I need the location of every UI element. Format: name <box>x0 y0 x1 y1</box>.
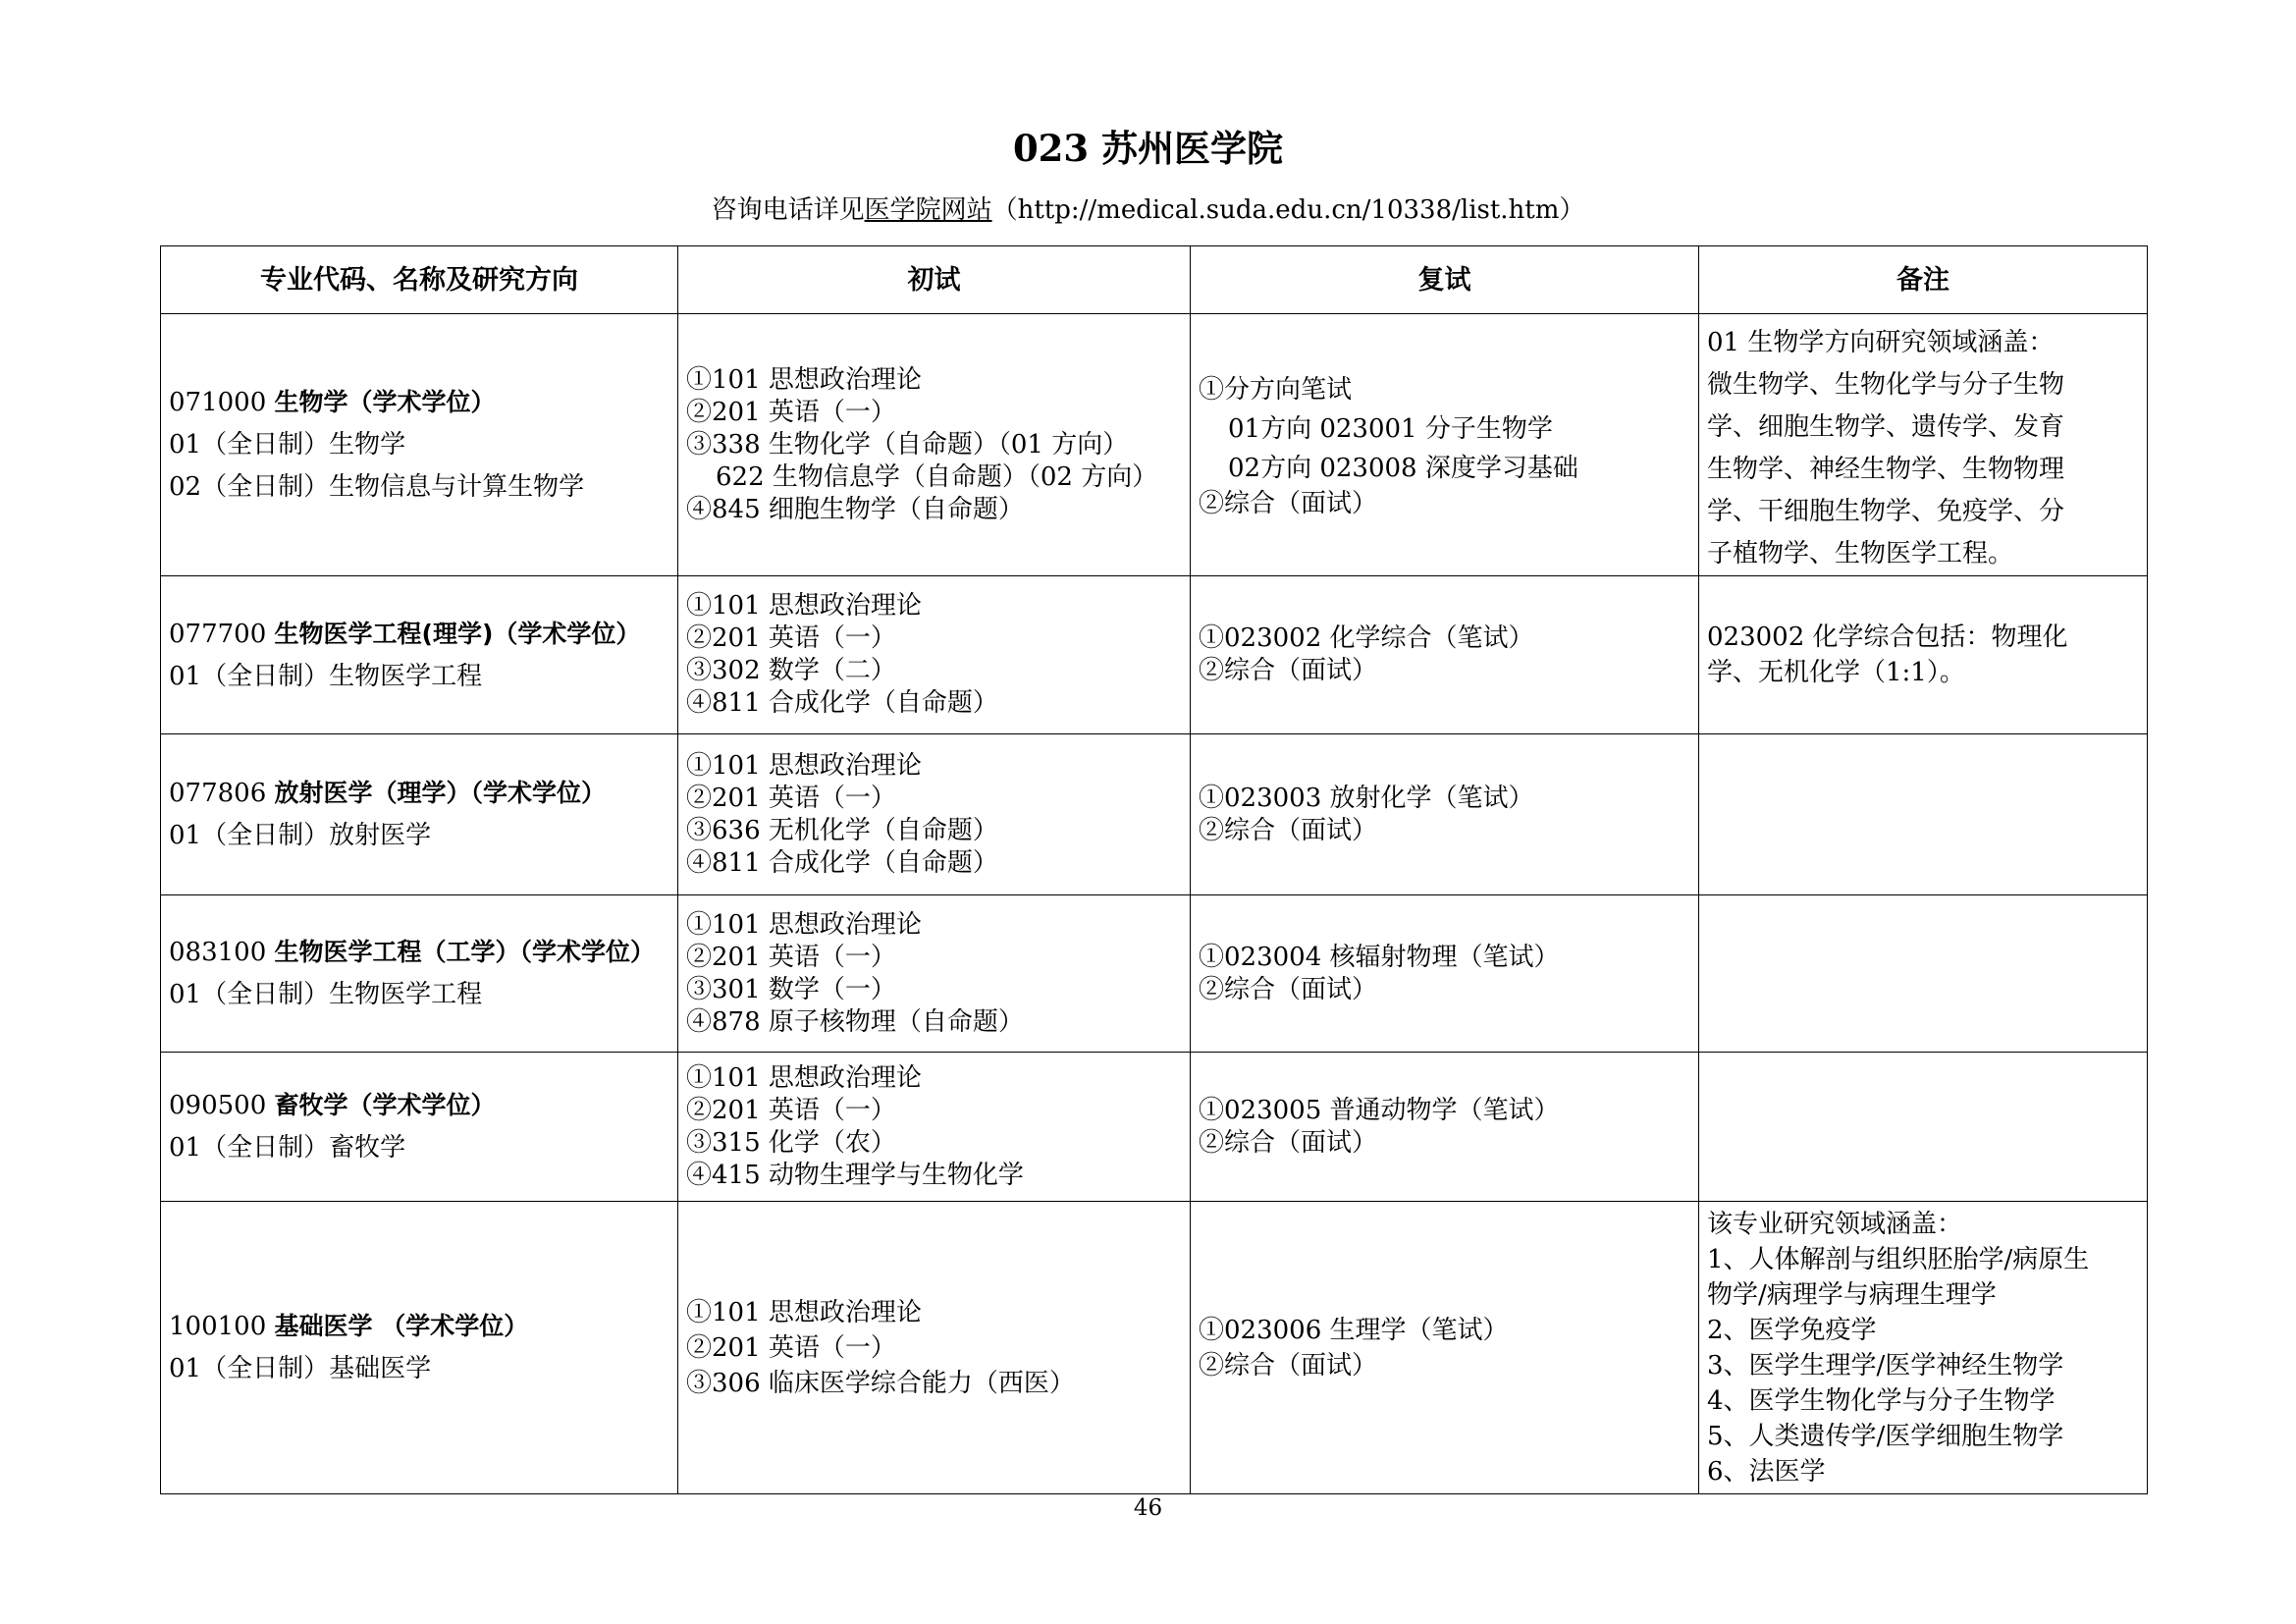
subtitle-prefix: 咨询电话详见 <box>711 195 865 225</box>
column-header-major: 专业代码、名称及研究方向 <box>161 246 678 314</box>
column-header-notes: 备注 <box>1699 246 2148 314</box>
major-direction: 01（全日制）基础医学 <box>169 1354 432 1383</box>
exam-subject: ③338 生物化学（自命题）（01 方向） <box>686 429 1129 460</box>
exam-subject: ②201 英语（一） <box>686 623 896 653</box>
retest-item: ②综合（面试） <box>1199 1127 1378 1158</box>
page-title: 023 苏州医学院 <box>1012 127 1284 170</box>
note-line: 微生物学、生物化学与分子生物 <box>1707 370 2065 400</box>
exam-subject: ②201 英语（一） <box>686 942 896 972</box>
exam-subject: ②201 英语（一） <box>686 783 896 813</box>
page-subtitle <box>0 192 2296 228</box>
column-header-initial-exam: 初试 <box>678 246 1191 314</box>
table-row <box>161 1202 2148 1494</box>
retest-cell <box>1191 576 1699 734</box>
subtitle-url: （http://medical.suda.edu.cn/10338/list.htm） <box>991 195 1585 225</box>
exam-subject: ③302 数学（二） <box>686 656 896 685</box>
major-cell <box>161 1202 678 1494</box>
major-direction: 01（全日制）生物医学工程 <box>169 980 483 1009</box>
note-line: 01 生物学方向研究领域涵盖： <box>1707 328 2055 357</box>
retest-item: ①023004 核辐射物理（笔试） <box>1199 942 1560 972</box>
exam-subject: ②201 英语（一） <box>686 1095 896 1125</box>
major-code: 083100 <box>169 938 267 967</box>
retest-item: ②综合（面试） <box>1199 974 1378 1004</box>
major-cell <box>161 576 678 734</box>
admission-table <box>160 245 2148 1494</box>
retest-item: ②综合（面试） <box>1199 815 1378 845</box>
note-line: 学、细胞生物学、遗传学、发育 <box>1707 412 2065 442</box>
exam-subject: ④845 细胞生物学（自命题） <box>686 494 1024 524</box>
exam-subject: ①101 思想政治理论 <box>686 909 922 940</box>
major-cell <box>161 734 678 895</box>
retest-item: ①分方向笔试 <box>1199 374 1353 405</box>
note-line: 学、干细胞生物学、免疫学、分 <box>1707 497 2065 526</box>
note-line: 4、医学生物化学与分子生物学 <box>1707 1385 2056 1416</box>
table-header-row <box>161 246 2148 314</box>
major-code: 071000 <box>169 388 267 417</box>
initial-exam-cell <box>678 576 1191 734</box>
table-row <box>161 314 2148 576</box>
major-direction: 01（全日制）生物学 <box>169 430 406 460</box>
exam-subject: ④415 动物生理学与生物化学 <box>686 1160 1024 1190</box>
exam-subject: ②201 英语（一） <box>686 397 896 427</box>
retest-cell <box>1191 314 1699 576</box>
column-header-retest: 复试 <box>1191 246 1699 314</box>
major-cell <box>161 1053 678 1202</box>
exam-subject: ①101 思想政治理论 <box>686 750 922 781</box>
exam-subject: ③306 临床医学综合能力（西医） <box>686 1368 1075 1398</box>
note-line: 1、人体解剖与组织胚胎学/病原生 <box>1707 1244 2090 1274</box>
major-code: 077700 <box>169 619 267 649</box>
retest-item: 02方向 023008 深度学习基础 <box>1228 453 1578 483</box>
initial-exam-cell <box>678 895 1191 1053</box>
exam-subject: ③301 数学（一） <box>686 974 896 1004</box>
retest-item: ①023003 放射化学（笔试） <box>1199 783 1534 813</box>
retest-cell <box>1191 1202 1699 1494</box>
retest-item: ①023006 生理学（笔试） <box>1199 1315 1509 1345</box>
major-direction: 01（全日制）生物医学工程 <box>169 661 483 691</box>
exam-subject: ③636 无机化学（自命题） <box>686 815 998 845</box>
initial-exam-cell <box>678 1202 1191 1494</box>
exam-subject: ④811 合成化学（自命题） <box>686 688 998 718</box>
table-row <box>161 895 2148 1053</box>
exam-subject: ①101 思想政治理论 <box>686 591 922 621</box>
note-line: 023002 化学综合包括：物理化 <box>1707 623 2068 652</box>
major-name: 生物学（学术学位） <box>274 388 496 416</box>
major-cell <box>161 314 678 576</box>
table-row <box>161 576 2148 734</box>
major-direction: 01（全日制）放射医学 <box>169 821 432 850</box>
exam-subject: ①101 思想政治理论 <box>686 364 922 395</box>
note-line: 3、医学生理学/医学神经生物学 <box>1707 1350 2064 1380</box>
major-code: 090500 <box>169 1091 267 1120</box>
retest-item: ②综合（面试） <box>1199 656 1378 685</box>
notes-cell <box>1699 734 2148 895</box>
table-row <box>161 1053 2148 1202</box>
exam-subject: ②201 英语（一） <box>686 1332 896 1363</box>
note-line: 该专业研究领域涵盖： <box>1707 1209 1963 1239</box>
exam-subject: ①101 思想政治理论 <box>686 1062 922 1093</box>
major-direction: 01（全日制）畜牧学 <box>169 1133 406 1163</box>
initial-exam-cell <box>678 314 1191 576</box>
note-line: 6、法医学 <box>1707 1456 1826 1487</box>
exam-subject: ③315 化学（农） <box>686 1127 896 1158</box>
retest-item: ①023005 普通动物学（笔试） <box>1199 1095 1560 1125</box>
major-cell <box>161 895 678 1053</box>
table-row <box>161 734 2148 895</box>
major-name: 畜牧学（学术学位） <box>274 1091 496 1119</box>
retest-item: ②综合（面试） <box>1199 1350 1378 1380</box>
major-name: 生物医学工程(理学)（学术学位） <box>274 619 641 648</box>
exam-subject: ④811 合成化学（自命题） <box>686 847 998 878</box>
major-name: 基础医学 （学术学位） <box>274 1312 529 1340</box>
retest-item: ②综合（面试） <box>1199 488 1378 518</box>
notes-cell <box>1699 1053 2148 1202</box>
page-number: 46 <box>1133 1495 1163 1521</box>
retest-cell <box>1191 895 1699 1053</box>
note-line: 5、人类遗传学/医学细胞生物学 <box>1707 1421 2064 1451</box>
note-line: 子植物学、生物医学工程。 <box>1707 539 2014 568</box>
exam-subject: ①101 思想政治理论 <box>686 1297 922 1327</box>
major-name: 放射医学（理学）（学术学位） <box>274 779 607 807</box>
major-direction: 02（全日制）生物信息与计算生物学 <box>169 472 585 502</box>
major-code: 100100 <box>169 1312 267 1341</box>
notes-cell <box>1699 576 2148 734</box>
exam-subject: 622 生物信息学（自命题）（02 方向） <box>716 461 1158 492</box>
exam-subject: ④878 原子核物理（自命题） <box>686 1006 1024 1037</box>
retest-item: 01方向 023001 分子生物学 <box>1228 413 1553 444</box>
notes-cell <box>1699 895 2148 1053</box>
major-code: 077806 <box>169 779 267 808</box>
initial-exam-cell <box>678 734 1191 895</box>
initial-exam-cell <box>678 1053 1191 1202</box>
note-line: 学、无机化学（1:1）。 <box>1707 658 1965 687</box>
retest-cell <box>1191 1053 1699 1202</box>
retest-cell <box>1191 734 1699 895</box>
note-line: 生物学、神经生物学、生物物理 <box>1707 455 2065 484</box>
retest-item: ①023002 化学综合（笔试） <box>1199 623 1534 653</box>
note-line: 2、医学免疫学 <box>1707 1315 1877 1345</box>
notes-cell <box>1699 1202 2148 1494</box>
major-name: 生物医学工程（工学）（学术学位） <box>274 938 656 966</box>
note-line: 物学/病理学与病理生理学 <box>1707 1279 1997 1310</box>
college-website-link[interactable]: 医学院网站 <box>864 195 992 225</box>
notes-cell <box>1699 314 2148 576</box>
